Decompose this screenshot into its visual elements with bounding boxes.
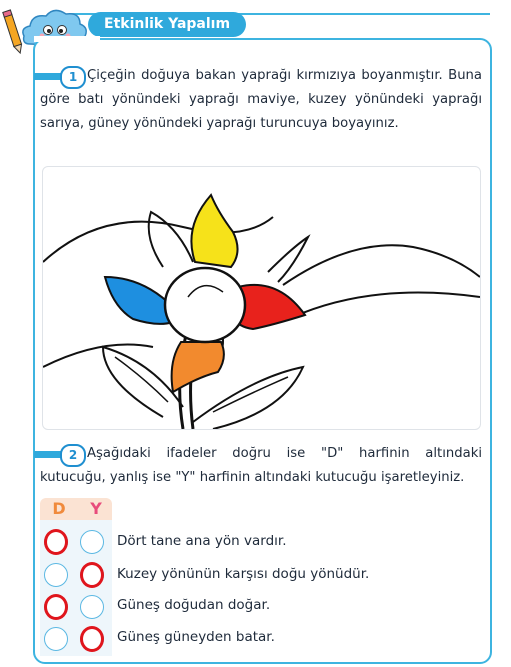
statement-2: Kuzey yönünün karşısı doğu yönüdür. — [117, 566, 370, 582]
activity-title: Etkinlik Yapalım — [88, 12, 246, 37]
flower-illustration — [42, 166, 481, 430]
question-2-number: 2 — [60, 444, 86, 467]
true-column-label: D — [52, 499, 66, 518]
answer-4-false-mark — [80, 626, 104, 652]
question-1-text: Çiçeğin doğuya bakan yaprağı kırmızıya boyanmıştır. Buna göre batı yönündeki yaprağı maviye, kuzey yönündeki yaprağı sarıya, güney yönündeki yaprağı turuncuya boyayınız. — [40, 68, 482, 131]
question-2-text: Aşağıdaki ifadeler doğru ise "D" harfinin altındaki kutucuğu, yanlış ise "Y" harfinin altındaki kutucuğu işaretleyiniz. — [40, 446, 482, 485]
answer-1-false-checkbox[interactable] — [80, 530, 104, 554]
statement-1: Dört tane ana yön vardır. — [117, 533, 287, 549]
answer-3-true-mark — [44, 594, 68, 620]
statement-4: Güneş güneyden batar. — [117, 629, 275, 645]
false-column-label: Y — [90, 499, 102, 518]
answer-2-true-checkbox[interactable] — [44, 563, 68, 587]
answer-4-true-checkbox[interactable] — [44, 627, 68, 651]
question-1-number: 1 — [60, 66, 86, 89]
answer-3-false-checkbox[interactable] — [80, 595, 104, 619]
statement-3: Güneş doğudan doğar. — [117, 597, 271, 613]
answer-2-false-mark — [80, 562, 104, 588]
answer-1-true-mark — [44, 529, 68, 555]
